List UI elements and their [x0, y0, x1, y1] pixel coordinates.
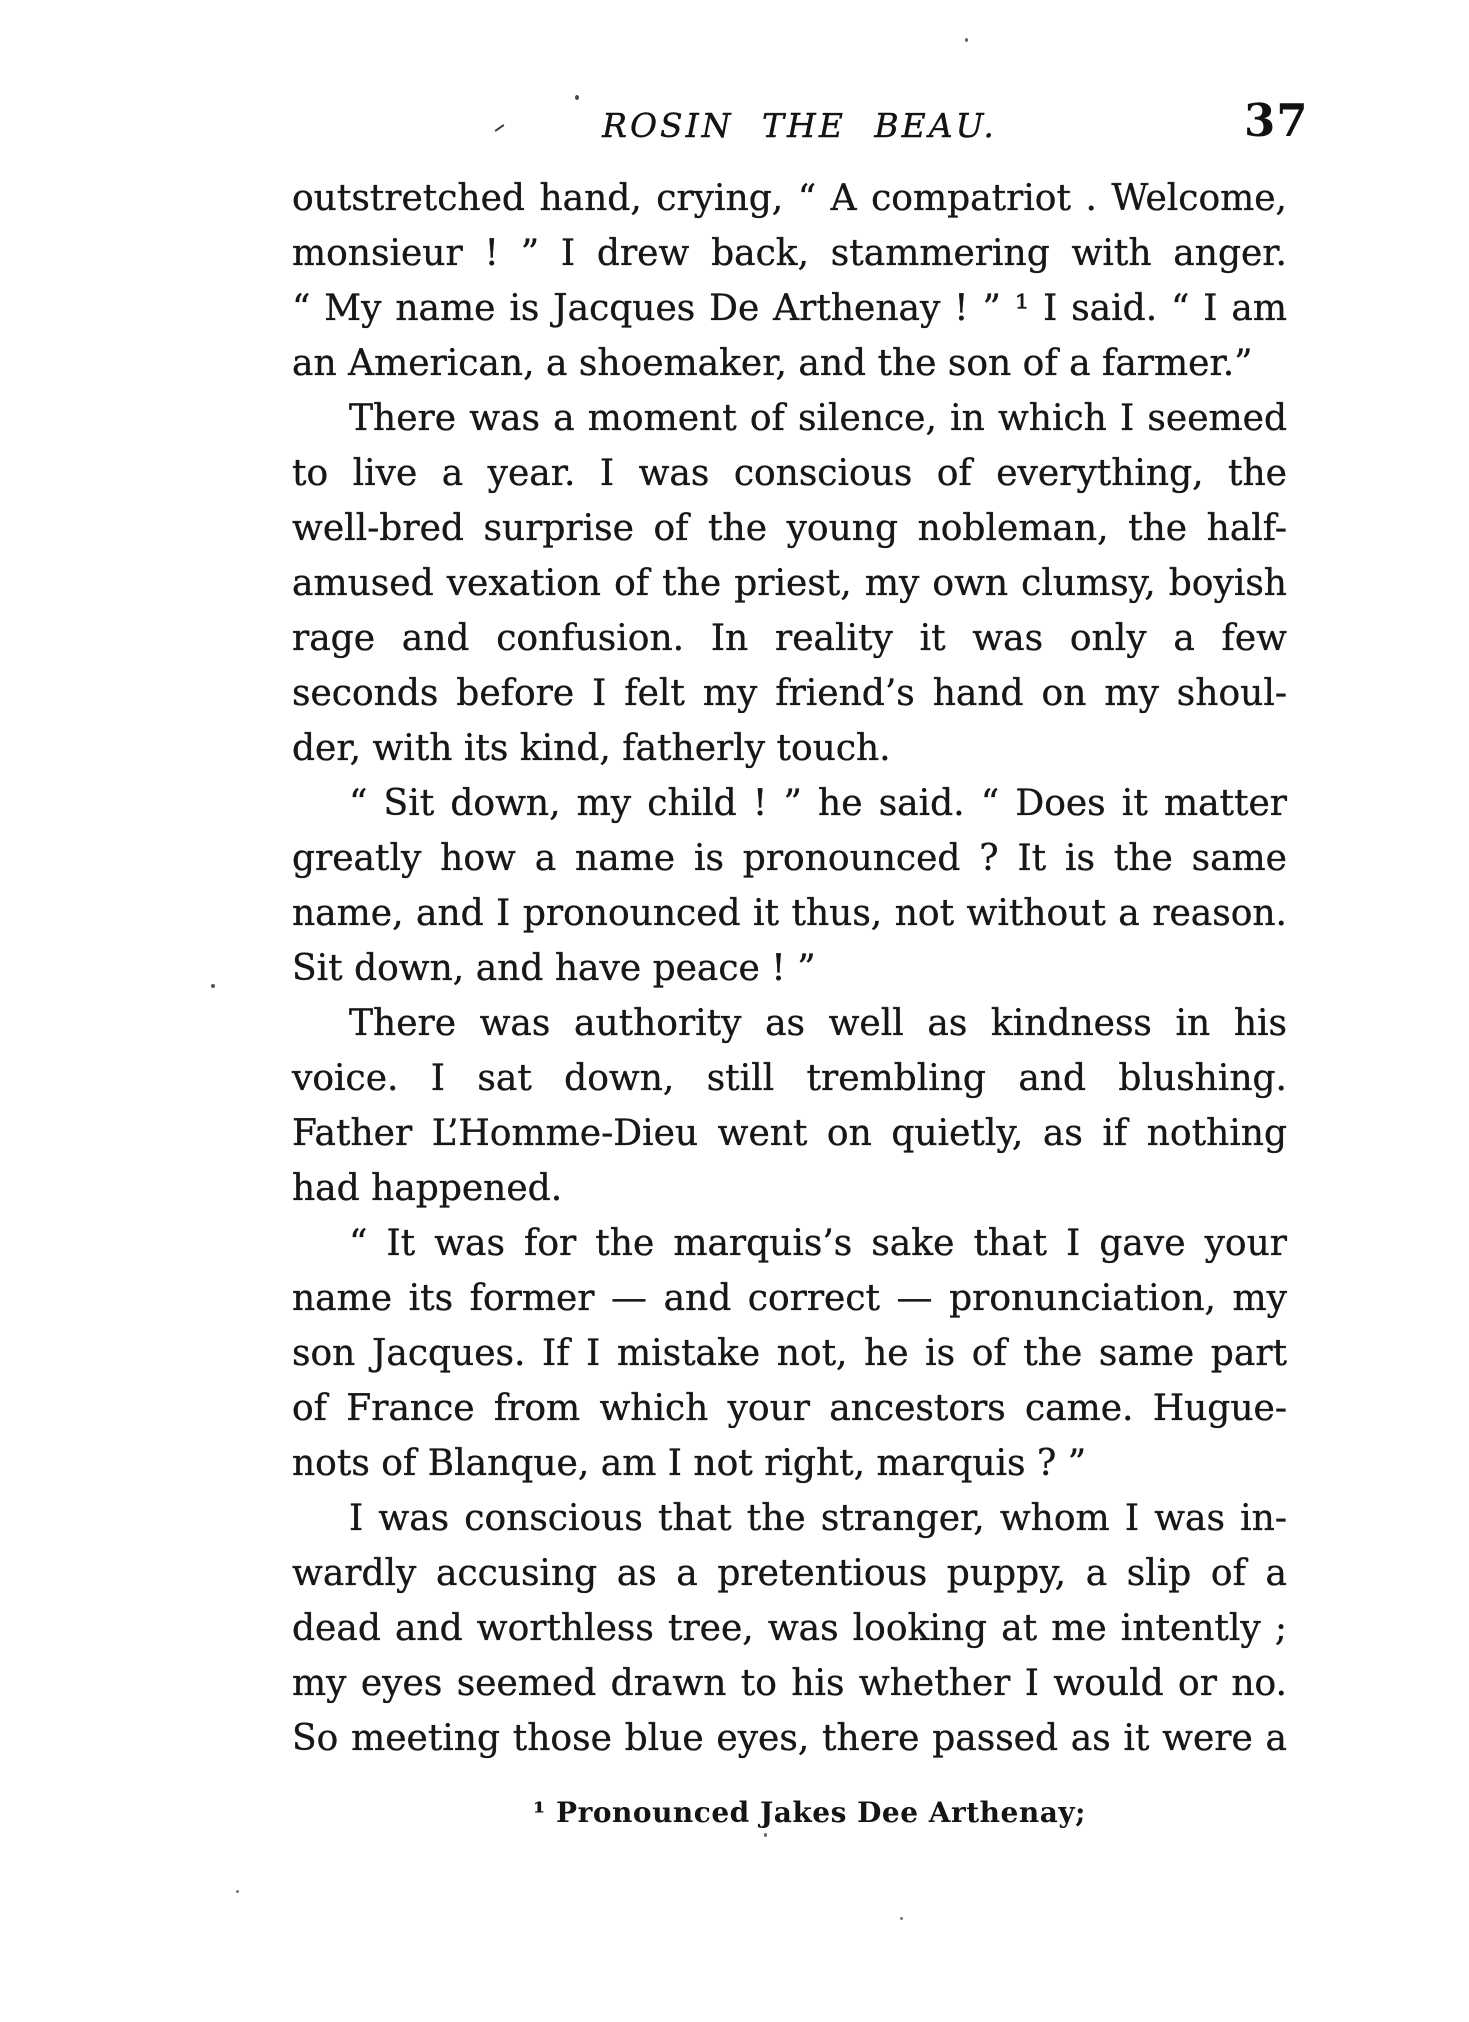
scan-speck	[764, 1833, 767, 1837]
scan-speck	[575, 95, 579, 100]
body-line: well-bred surprise of the young nobleman, the half-	[292, 508, 1287, 549]
body-line: dead and worthless tree, was looking at me intently ;	[292, 1608, 1287, 1649]
body-line: had happened.	[292, 1168, 563, 1209]
body-line: Father L’Homme-Dieu went on quietly, as if nothing	[292, 1113, 1287, 1154]
scan-speck	[236, 1890, 239, 1893]
body-line: an American, a shoemaker, and the son of a farmer.”	[292, 343, 1253, 384]
body-text	[292, 171, 1287, 1766]
body-line: greatly how a name is pronounced ? It is the same	[292, 838, 1287, 879]
body-line: outstretched hand, crying, “ A compatriot . Welcome,	[292, 178, 1287, 219]
body-line: son Jacques. If I mistake not, he is of the same part	[292, 1333, 1287, 1374]
body-line: voice. I sat down, still trembling and blushing.	[292, 1058, 1287, 1099]
body-line: So meeting those blue eyes, there passed as it were a	[292, 1718, 1287, 1759]
body-line: name its former — and correct — pronunciation, my	[292, 1278, 1287, 1319]
body-line: “ Sit down, my child ! ” he said. “ Does it matter	[349, 783, 1287, 824]
body-line: I was conscious that the stranger, whom I was in-	[349, 1498, 1287, 1539]
running-header-title: ROSIN THE BEAU.	[602, 106, 997, 145]
body-line: Sit down, and have peace ! ”	[292, 948, 816, 989]
body-line: der, with its kind, fatherly touch.	[292, 728, 891, 769]
body-line: nots of Blanque, am I not right, marquis ? ”	[292, 1443, 1087, 1484]
body-line: name, and I pronounced it thus, not without a reason.	[292, 893, 1287, 934]
body-line: There was authority as well as kindness in his	[349, 1003, 1287, 1044]
body-line: my eyes seemed drawn to his whether I would or no.	[292, 1663, 1287, 1704]
body-line: of France from which your ancestors came. Hugue-	[292, 1388, 1287, 1429]
body-line: seconds before I felt my friend’s hand on my shoul-	[292, 673, 1287, 714]
body-line: There was a moment of silence, in which I seemed	[349, 398, 1287, 439]
body-line: wardly accusing as a pretentious puppy, a slip of a	[292, 1553, 1287, 1594]
page-number: 37	[1244, 94, 1309, 147]
scan-speck	[900, 1917, 903, 1920]
body-line: to live a year. I was conscious of everything, the	[292, 453, 1287, 494]
scan-speck	[211, 984, 215, 988]
body-line: rage and confusion. In reality it was only a few	[292, 618, 1287, 659]
body-line: “ It was for the marquis’s sake that I gave your	[349, 1223, 1287, 1264]
body-line: “ My name is Jacques De Arthenay ! ” ¹ I said. “ I am	[292, 288, 1287, 329]
scan-speck	[965, 38, 968, 42]
footnote: ¹ Pronounced Jakes Dee Arthenay;	[533, 1796, 1086, 1829]
body-line: amused vexation of the priest, my own clumsy, boyish	[292, 563, 1287, 604]
body-line: monsieur ! ” I drew back, stammering with anger.	[292, 233, 1287, 274]
